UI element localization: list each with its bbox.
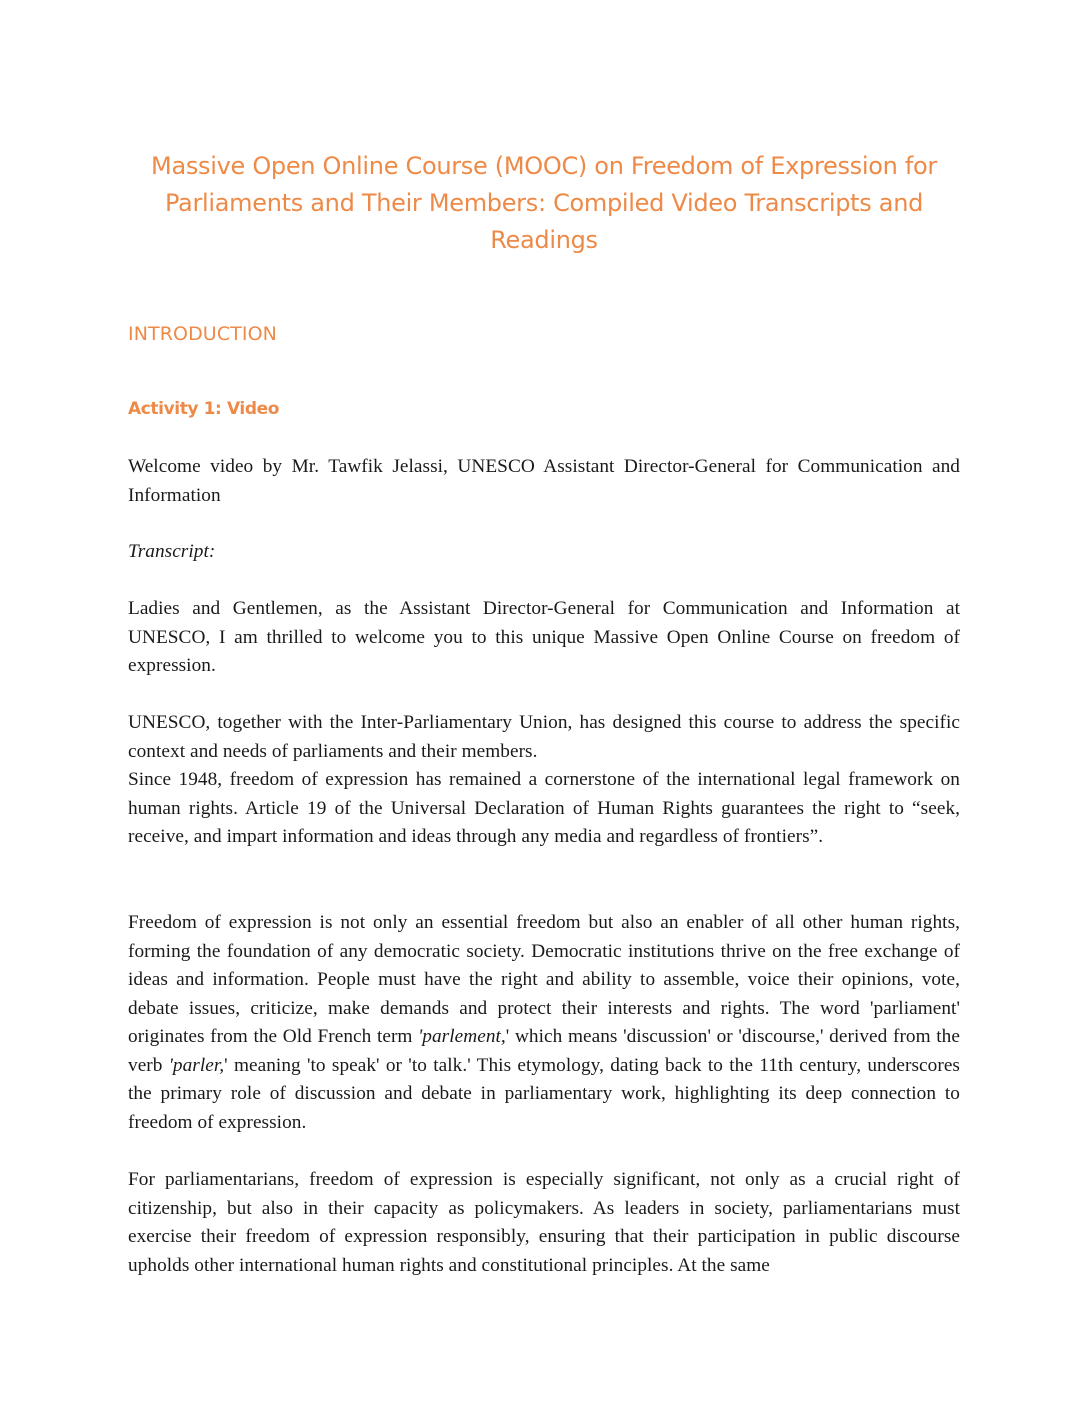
document-title: Massive Open Online Course (MOOC) on Freedom of Expression for Parliaments and Their Members: Compiled Video Transcripts and Readings [151, 152, 937, 254]
paragraph-freedom-enabler [128, 909, 960, 1137]
paragraph-since-1948: Since 1948, freedom of expression has remained a cornerstone of the international legal framework on human rights. Article 19 of the Universal Declaration of Human Rights guarantees the right to “seek, receive, and impart information and ideas through any media and regardless of frontiers”. [128, 769, 960, 847]
etymology-text-1: The word 'parliament' originates from the Old French term [128, 997, 960, 1047]
etymology-text-3: ' meaning 'to speak' or 'to talk.' This etymology, dating back to the 11th century, underscores the primary role of discussion and debate in parliamentary work, highlighting its deep connection to freedom of expression. [128, 1054, 960, 1133]
etymology-term-parler: 'parler, [168, 1054, 225, 1076]
paragraph-parliamentarians: For parliamentarians, freedom of expression is especially significant, not only as a crucial right of citizenship, but also in their capacity as policymakers. As leaders in society, parliamentarians must exercise their freedom of expression responsibly, ensuring that their participation in public discourse upholds other international human rights and constitutional principles. At the same [128, 1169, 960, 1276]
paragraph-unesco-ipu: UNESCO, together with the Inter-Parliamentary Union, has designed this course to address the specific context and needs of parliaments and their members. [128, 712, 960, 762]
transcript-label: Transcript: [128, 541, 216, 562]
activity-heading: Activity 1: Video [128, 399, 280, 419]
paragraph-welcome: Ladies and Gentlemen, as the Assistant Director-General for Communication and Information at UNESCO, I am thrilled to welcome you to this unique Massive Open Online Course on freedom of expression. [128, 598, 960, 676]
etymology-text-2: ' which means 'discussion' or 'discourse,' derived from the verb [128, 1026, 960, 1076]
video-description: Welcome video by Mr. Tawfik Jelassi, UNESCO Assistant Director-General for Communication and Information [128, 456, 960, 506]
etymology-term-parlement: 'parlement, [418, 1026, 506, 1047]
section-heading-introduction: INTRODUCTION [128, 323, 277, 345]
freedom-enabler-text: Freedom of expression is not only an essential freedom but also an enabler of all other human rights, forming the foundation of any democratic society. Democratic institutions thrive on the free exchange of ideas and information. People must have the right and ability to assemble, voice their opinions, vote, debate issues, criticize, make demands and protect their interests and rights. [128, 912, 960, 1019]
